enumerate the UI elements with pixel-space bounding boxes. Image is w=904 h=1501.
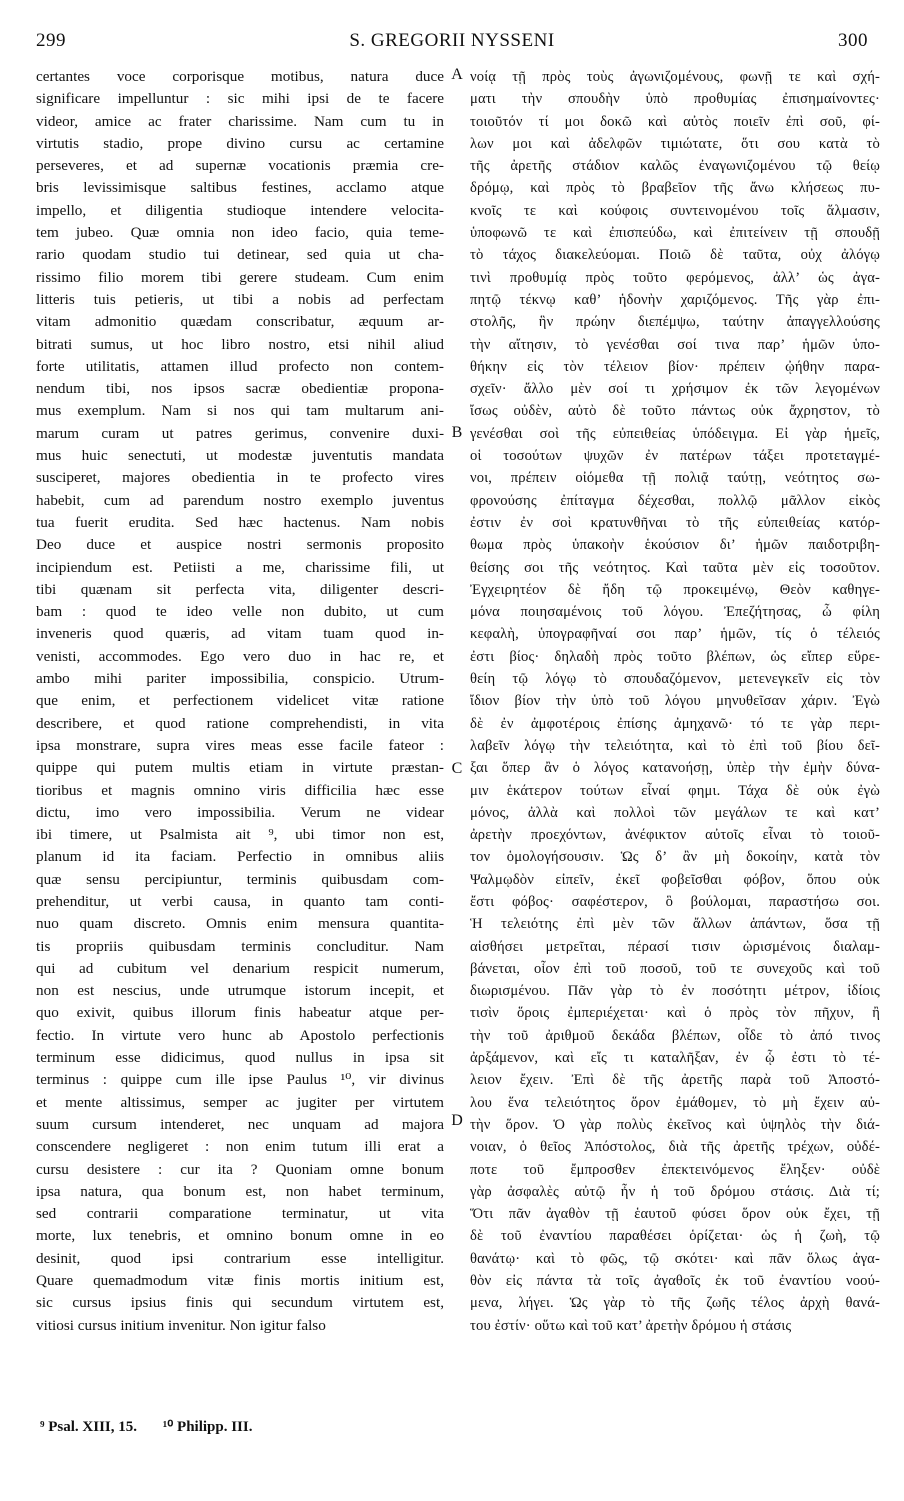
latin-text-line: ambo mihi pariter impossibilia, conspicio. Utrum-	[36, 670, 444, 688]
latin-text-line: bitrati sumus, ut hoc libro nostro, etsi nihil aliud	[36, 335, 444, 353]
greek-text-line: Ἐγχειρητέον δὲ ἤδη τῷ προκειμένῳ, Θεὸν καθηγε-	[470, 581, 880, 598]
latin-text-line: venisti, accommodes. Ego vero duo in hac re, et	[36, 647, 444, 665]
latin-text-line: virtutis stadio, prope divino cursu ac certamine	[36, 134, 444, 152]
greek-text-line: δὲ τοῦ ἐναντίου παραθέσει ὁρίζεται· ὡς ἡ ζωὴ, τῷ	[470, 1228, 880, 1245]
latin-text-line: tua fuerit erudita. Sed hæc hactenus. Nam nobis	[36, 513, 444, 531]
latin-text-line: conscendere negligeret : non enim tutum illi erat a	[36, 1138, 444, 1156]
section-marker-a: A	[451, 66, 463, 83]
latin-text-line: rario quodam studio tui detinear, sed quia ut cha-	[36, 246, 444, 264]
greek-text-line: κνοῖς τε καὶ κούφοις συντεινομένου τοῖς ἅλμασιν,	[470, 202, 880, 219]
latin-text-line: quæ sensu percipiuntur, terminis quibusdam com-	[36, 870, 444, 888]
latin-text-line: ibi timere, ut Psalmista ait ⁹, ubi timor non est,	[36, 826, 444, 844]
section-marker-c: C	[451, 760, 463, 777]
greek-text-line: λειον ἔχειν. Ἐπὶ δὲ τῆς ἀρετῆς παρὰ τοῦ Ἀποστό-	[470, 1072, 880, 1089]
latin-text-line: planum id ita faciam. Perfectio in omnibus aliis	[36, 848, 444, 866]
greek-text-line: ποτε τοῦ ἔμπροσθεν ἐπεκτεινόμενος ἔληξεν· οὐδὲ	[470, 1161, 880, 1178]
latin-text-line: tem jubeo. Quæ omnia non ideo facio, quia teme-	[36, 224, 444, 242]
greek-text-line: αἰσθήσει μετρεῖται, πέρασί τισιν ὡρισμένοις διαλαμ-	[470, 938, 880, 955]
latin-text-line: qui ad cubitum vel denarium respicit numerum,	[36, 959, 444, 977]
latin-text-line: tioribus et magnis omnino viris difficilia hæc esse	[36, 781, 444, 799]
latin-text-line: mus huic senectuti, ut modestæ juventutis mandata	[36, 447, 444, 465]
latin-text-line: Quare quemadmodum vitæ finis mortis initium est,	[36, 1272, 444, 1290]
latin-text-line: vitam admonitio quædam conscribatur, æquum ar-	[36, 313, 444, 331]
greek-text-line: μιν ἑκάτερον τούτων εἶναί φημι. Τάχα δὲ οὐκ ἐγὼ	[470, 782, 880, 799]
greek-text-line: διωρισμένου. Πᾶν γὰρ τὸ ἐν ποσότητι μέτρον, ἰδίοις	[470, 983, 880, 1000]
latin-text-line: incipiendum est. Petiisti a me, charissime fili, ut	[36, 558, 444, 576]
greek-text-line: Ψαλμῳδὸν εἰπεῖν, ἐκεῖ φοβεῖσθαι φόβον, ὅπου οὐκ	[470, 871, 880, 888]
latin-text-line: videor, amice ac frater charissime. Nam cum tu in	[36, 112, 444, 130]
greek-text-line: βάνεται, οἷον ἐπὶ τοῦ ποσοῦ, τοῦ τε συνεχοῦς καὶ τοῦ	[470, 960, 880, 977]
page-number-right: 300	[838, 30, 868, 51]
greek-text-line: ἀρετὴν προεχόντων, ἀνέφικτον αὐτοῖς εἶναι τὸ τοιοῦ-	[470, 827, 880, 844]
greek-text-line: οἱ τοσούτων ψυχῶν ἐν πατέρων τάξει προτεταγμέ-	[470, 448, 880, 465]
latin-text-line: tibi quænam sit perfecta vita, diligenter descri-	[36, 580, 444, 598]
latin-text-line: susciperet, majores obedientia in te profecto vires	[36, 469, 444, 487]
latin-text-line: tis propriis quibusdam terminis concluditur. Nam	[36, 937, 444, 955]
latin-text-line: bam : quod te ideo velle non dubito, ut cum	[36, 603, 444, 621]
latin-text-line: marum curam ut patres gerimus, convenire duxi-	[36, 424, 444, 442]
greek-text-line: λαβεῖν λόγῳ τὴν τελειότητα, καὶ τὸ ἐπὶ τοῦ βίου δεῖ-	[470, 737, 880, 754]
latin-text-line: que enim, et perfectionem videlicet vitæ ratione	[36, 692, 444, 710]
latin-text-line: rissimo filio morem tibi gerere studeam. Cum enim	[36, 268, 444, 286]
greek-text-line: φρονούσης ἐπίταγμα δέχεσθαι, πολλῷ μᾶλλον εἰκὸς	[470, 492, 880, 509]
latin-text-line: non est nescius, unde utrumque istorum incepit, et	[36, 982, 444, 1000]
greek-text-line: στολῆς, ἣν πρώην διεπέμψω, ταύτην ἀπαγγελλούσης	[470, 314, 880, 331]
greek-text-line: γενέσθαι σοὶ τῆς εὐπειθείας ὑπόδειγμα. Εἰ γὰρ ἡμεῖς,	[470, 425, 880, 442]
section-marker-b: B	[451, 424, 463, 441]
latin-text-line: sic cursus ipsius finis qui secundum virtutem est,	[36, 1294, 444, 1312]
footnote-10: ¹⁰ Philipp. III.	[162, 1419, 253, 1435]
latin-text-line: vitiosi cursus initium invenitur. Non igitur falso	[36, 1316, 326, 1334]
greek-text-line: λου ἕνα τελειότητος ὅρον ἐμάθομεν, τὸ μὴ ἔχειν αὐ-	[470, 1094, 880, 1111]
greek-text-line: τον ὁμολογήσουσιν. Ὡς δ’ ἂν μὴ δοκοίην, κατὰ τὸν	[470, 849, 880, 866]
greek-text-line: τοιοῦτόν τί μοι δοκῶ καὶ αὐτὸς ποιεῖν ἐπὶ σοῦ, φί-	[470, 113, 880, 130]
greek-text-line: τὴν αἴτησιν, τὸ γενέσθαι σοί τινα παρ’ ἡμῶν ὑπο-	[470, 336, 880, 353]
greek-text-line: ξαι ὅπερ ἂν ὁ λόγος κατανοήσῃ, ὑπὲρ τὴν ἐμὴν δύνα-	[470, 760, 880, 777]
greek-text-line: μόνα ποιησαμένοις τοῦ λόγου. Ἐπεζήτησας, ὦ φίλη	[470, 604, 880, 621]
latin-text-line: habebit, cum ad parendum nostro exemplo juventus	[36, 491, 444, 509]
greek-text-line: ἐστι βίος· δηλαδὴ πρὸς τοῦτο βλέπων, ὡς εἴπερ εὕρε-	[470, 648, 880, 665]
greek-text-line: ἴδιον βίον τὴν ὑπὸ τοῦ λόγου μηνυθεῖσαν χάριν. Ἐγὼ	[470, 693, 880, 710]
latin-text-line: significare impelluntur : sic mihi ipsi de te facere	[36, 90, 444, 108]
latin-text-line: dictu, imo vero impossibilia. Verum ne videar	[36, 803, 444, 821]
greek-text-line: θείσης σοι τῆς νεότητος. Καὶ ταῦτα μὲν εἰς τοσοῦτον.	[470, 559, 880, 576]
latin-text-line: ipsa monstrare, supra vires meas esse facile fateor :	[36, 736, 444, 754]
greek-text-line: μόνος, ἀλλὰ καὶ πολλοὶ τῶν μεγάλων τε καὶ κατ’	[470, 804, 880, 821]
greek-text-line: μενα, λήγει. Ὡς γὰρ τὸ τῆς ζωῆς τέλος ἀρχὴ θανά-	[470, 1295, 880, 1312]
greek-text-line: θανάτῳ· καὶ τὸ φῶς, τῷ σκότει· καὶ πᾶν ὅλως ἀγα-	[470, 1250, 880, 1267]
latin-text-line: impello, et diligentia studioque intendere velocita-	[36, 201, 444, 219]
footnotes	[40, 1417, 274, 1436]
greek-text-line: ἀρξάμενον, καὶ εἴς τι καταλῆξαν, ἐν ᾧ ἐστι τὸ τέ-	[470, 1050, 880, 1067]
latin-text-line: mus exemplum. Nam si nos qui tam multarum ani-	[36, 402, 444, 420]
latin-text-line: terminus : quippe cum ille ipse Paulus ¹⁰, vir divinus	[36, 1071, 444, 1089]
greek-text-line: ἴσως οὐδὲν, αὐτὸ δὲ τοῦτο πάντως οὐκ ἄχρηστον, τὸ	[470, 403, 880, 420]
greek-text-line: θήκην εἰς τὸν τέλειον βίον· πρέπειν ᾠήθην παρα-	[470, 358, 880, 375]
latin-text-line: sed contrarii comparatione terminatur, ut vita	[36, 1205, 444, 1223]
greek-text-line: νοιαν, ὁ θεῖος Ἀπόστολος, διὰ τῆς ἀρετῆς τρέχων, οὐδέ-	[470, 1139, 880, 1156]
greek-text-line: τισὶν ὅροις ἐμπεριέχεται· καὶ ὁ πρὸς τὸν πῆχυν, ἢ	[470, 1005, 880, 1022]
greek-text-line: νοίᾳ τῇ πρὸς τοὺς ἀγωνιζομένους, φωνῇ τε καὶ σχή-	[470, 69, 880, 85]
latin-text-line: nuo quam discreto. Omnis enim mensura quantita-	[36, 915, 444, 933]
running-header	[36, 30, 868, 60]
greek-text-line: τὴν τοῦ ἀριθμοῦ δεκάδα βλέπων, οἶδε τὸ ἀπό τινος	[470, 1027, 880, 1044]
latin-text-line: et mente altissimus, semper ac jugiter per virtutem	[36, 1093, 444, 1111]
greek-text-line: Ἡ τελειότης ἐπὶ μὲν τῶν ἄλλων ἁπάντων, ὅσα τῇ	[470, 916, 880, 933]
latin-text-line: quo exivit, quibus illorum finis habeatur atque per-	[36, 1004, 444, 1022]
greek-text-line: ὑποφωνῶ τε καὶ ἐπισπεύδω, καὶ ἐπιτείνειν τῇ σπουδῇ	[470, 225, 880, 242]
greek-text-line: του ἐστίν· οὕτω καὶ τοῦ κατ’ ἀρετὴν δρόμου ἡ στάσις	[470, 1317, 792, 1334]
latin-text-line: terminum esse didicimus, quod nullus in ipsa sit	[36, 1049, 444, 1067]
greek-text-line: ἐστιν ἐν σοὶ κρατυνθῆναι τὸ τῆς εὐπειθείας κατόρ-	[470, 514, 880, 531]
greek-text-line: ἔστι φόβος· σαφέστερον, ὃ βούλομαι, παραστήσω σοι.	[470, 893, 880, 910]
latin-text-line: quippe qui putem multis etiam in virtute præstan-	[36, 759, 444, 777]
latin-text-line: forte utilitatis, attamen illud profecto non contem-	[36, 357, 444, 375]
latin-text-line: perseveres, et ad supernæ vocationis præmia cre-	[36, 157, 444, 175]
latin-text-line: fectio. In virtute vero hunc ab Apostolo perfectionis	[36, 1026, 444, 1044]
greek-text-line: σχεῖν· ἄλλο μὲν σοί τι χρήσιμον ἐκ τῶν λεγομένων	[470, 381, 880, 398]
latin-text-line: desinit, quod ipsi contrarium esse intelligitur.	[36, 1249, 444, 1267]
footnote-9: ⁹ Psal. XIII, 15.	[40, 1419, 138, 1435]
latin-text-line: nendum tibi, nos ipsos sacræ obedientiæ propona-	[36, 380, 444, 398]
greek-text-line: κεφαλὴ, ὑπογραφῆναί σοι παρ’ ἡμῶν, τίς ὁ τέλειός	[470, 626, 880, 643]
greek-text-line: γὰρ ἀσφαλὲς αὐτῷ ἦν ἡ τοῦ δρόμου στάσις. Διὰ τί;	[470, 1183, 880, 1200]
greek-text-line: ματι τὴν σπουδὴν ὑπὸ προθυμίας ἐπισημαίνοντες·	[470, 91, 880, 108]
running-title: S. GREGORII NYSSENI	[349, 30, 555, 51]
greek-text-line: τῆς ἀρετῆς στάδιον καλῶς ἐναγωνιζομένου τῷ θείῳ	[470, 158, 880, 175]
greek-text-line: δὲ ἐν ἀμφοτέροις ἐπίσης ἀμηχανῶ· τό τε γὰρ περι-	[470, 715, 880, 732]
latin-text-line: certantes voce corporisque motibus, natura duce	[36, 68, 444, 85]
latin-text-line: cursu desistere : cur ita ? Quoniam omne bonum	[36, 1160, 444, 1178]
latin-text-line: morte, lux tenebris, et omnino bonum omne in eo	[36, 1227, 444, 1245]
greek-text-line: πητῷ τέκνῳ καθ’ ἡδονὴν χαριζόμενος. Τῆς γὰρ ἐπι-	[470, 291, 880, 308]
latin-text-line: inveneris quod quæris, ad vitam tuam quod in-	[36, 625, 444, 643]
greek-text-line: λων μοι καὶ ἀδελφῶν τιμιώτατε, ὅτι σου κατὰ τὸ	[470, 135, 880, 152]
latin-text-line: describere, et quod ratione comprehendisti, in vita	[36, 714, 444, 732]
latin-text-line: ipsa natura, qua bonum est, non habet terminum,	[36, 1182, 444, 1200]
greek-text-line: θωμα πρὸς ὑπακοὴν ἑκούσιον δι’ ἡμῶν παιδοτριβη-	[470, 537, 880, 554]
greek-column	[470, 66, 880, 1337]
greek-text-line: δρόμῳ, καὶ πρὸς τὸ βραβεῖον τῆς ἄνω κλήσεως πυ-	[470, 180, 880, 197]
latin-text-line: bris levissimisque saltibus festines, acclamo atque	[36, 179, 444, 197]
greek-text-line: νοι, πρέπειν οἰόμεθα τῇ πολιᾷ ταύτῃ, νεότητος σω-	[470, 470, 880, 487]
greek-text-line: τὴν ὅρον. Ὁ γὰρ πολὺς ἐκεῖνος καὶ ὑψηλὸς τὴν διά-	[470, 1116, 880, 1133]
latin-column	[36, 66, 444, 1337]
latin-text-line: litteris tuis petieris, ut tibi a nobis ad perfectam	[36, 290, 444, 308]
section-marker-d: D	[451, 1112, 463, 1129]
latin-text-line: prehenditur, ut verbi causa, in quanto tam conti-	[36, 892, 444, 910]
greek-text-line: τινὶ προθυμίᾳ πρὸς τοῦτο φερόμενος, ἀλλ’ ὡς ἀγα-	[470, 269, 880, 286]
greek-text-line: Ὅτι πᾶν ἀγαθὸν τῇ ἑαυτοῦ φύσει ὅρον οὐκ ἔχει, τῇ	[470, 1206, 880, 1223]
latin-text-line: Deo duce et auspice nostri sermonis proposito	[36, 536, 444, 554]
greek-text-line: θὸν εἰς πάντα τὰ τοῖς ἀγαθοῖς ἐκ τοῦ ἐναντίου νοού-	[470, 1273, 880, 1290]
latin-text-line: suum cursum intenderet, nec unquam ad majora	[36, 1115, 444, 1133]
greek-text-line: τὸ τάχος διακελεύομαι. Ποιῶ δὲ ταῦτα, οὐχ ἀλόγῳ	[470, 247, 880, 264]
greek-text-line: θείη τῷ λόγῳ τὸ σπουδαζόμενον, μετενεγκεῖν εἰς τὸν	[470, 671, 880, 688]
page-number-left: 299	[36, 30, 66, 51]
